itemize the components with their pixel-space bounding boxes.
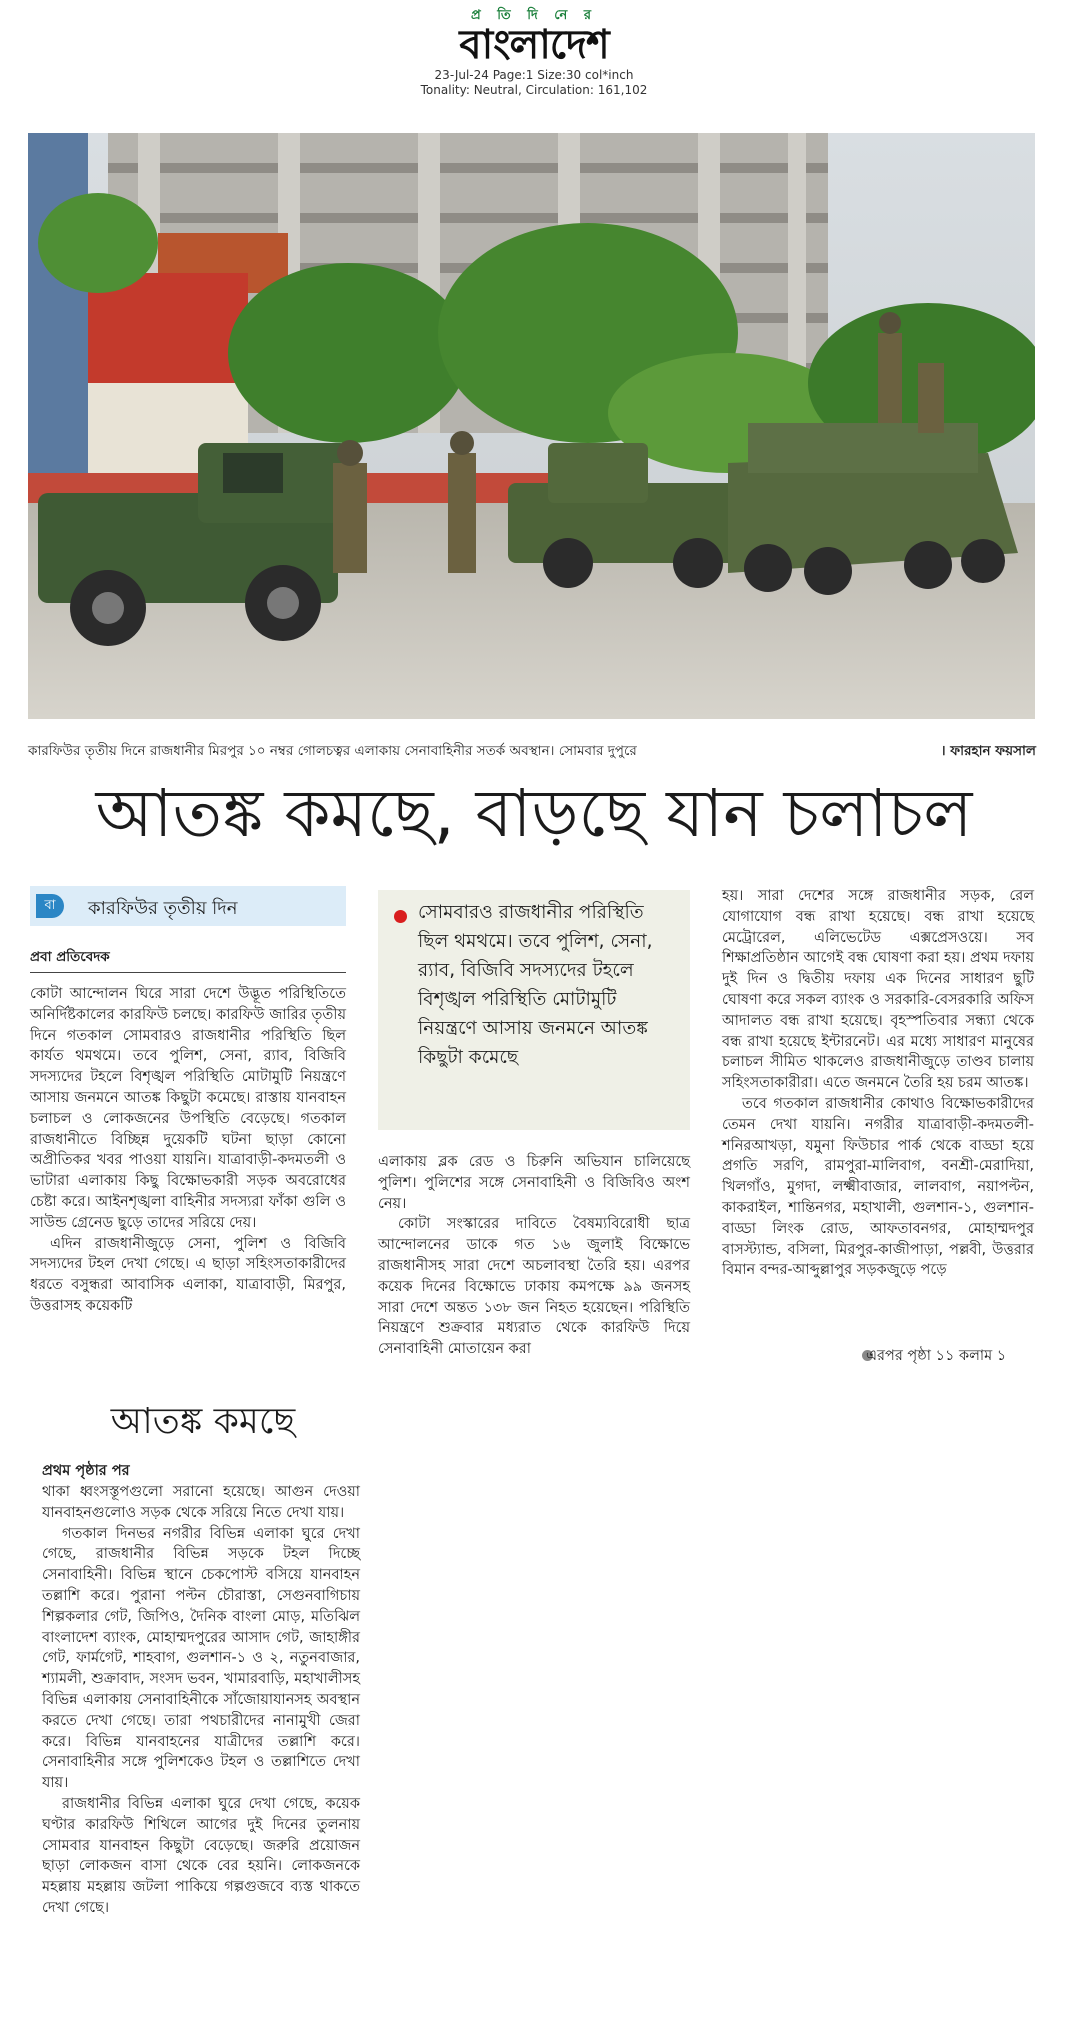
continuation-column [42,1482,360,1919]
byline-divider [30,972,346,973]
kicker-text: কারফিউর তৃতীয় দিন [88,898,238,919]
continued-on-label: এরপর পৃষ্ঠা ১১ কলাম ১ [866,1348,1007,1364]
army-patrol-photo-illustration [28,133,1035,719]
paragraph: কোটা সংস্কারের দাবিতে বৈষম্যবিরোধী ছাত্র আন্দোলনের ডাকে গত ১৬ জুলাই বিক্ষোভে রাজধানীসহ সারা দেশে অচলাবস্থা তৈরি হয়। এরপর কয়েক দিনের বিক্ষোভে ঢাকায় কমপক্ষে ৯৯ জনসহ সারা দেশে অন্তত ১৩৮ জন নিহত হয়েছেন। পরিস্থিতি নিয়ন্ত্রণে শুক্রবার মধ্যরাত থেকে কারফিউ দিয়ে সেনাবাহিনী মোতায়েন করা [378,1216,690,1358]
masthead-tagline: প্র তি দি নে র [470,8,597,23]
masthead [0,6,1068,98]
paragraph: তবে গতকাল রাজধানীর কোথাও বিক্ষোভকারীদের তেমন দেখা যায়নি। নগরীর যাত্রাবাড়ী-কদমতলী-শনিরআখড়া, যমুনা ফিউচার পার্ক থেকে বাড্ডা হয়ে প্রগতি সরণি, রামপুরা-মালিবাগ, বনশ্রী-মেরাদিয়া, খিলগাঁও, মুগদা, লক্ষ্মীবাজার, লালবাগ, নয়াপল্টন, কাকরাইল, শান্তিনগর, মহাখালী, গুলশান-১, গুলশান-বাড্ডা লিংক রোড, আফতাবনগর, মোহাম্মদপুর বাসস্ট্যান্ড, বসিলা, মিরপুর-কাজীপাড়া, পল্লবী, উত্তরার বিমান বন্দর-আব্দুল্লাপুর সড়কজুড়ে পড়ে [722,1095,1034,1279]
article-column-2 [378,1152,690,1360]
paragraph: থাকা ধ্বংসস্তূপগুলো সরানো হয়েছে। আগুন দেওয়া যানবাহনগুলোও সড়ক থেকে সরিয়ে নিতে দেখা যায়। [42,1484,360,1521]
photo-caption: কারফিউর তৃতীয় দিনে রাজধানীর মিরপুর ১০ নম্বর গোলচত্বর এলাকায় সেনাবাহিনীর সতর্ক অবস্থান। সোমবার দুপুরে [28,743,637,759]
paragraph: এলাকায় ব্লক রেড ও চিরুনি অভিযান চালিয়েছে পুলিশ। পুলিশের সঙ্গে সেনাবাহিনী ও বিজিবিও অংশ নেয়। [378,1154,690,1212]
paragraph: হয়। সারা দেশের সঙ্গে রাজধানীর সড়ক, রেল যোগাযোগ বন্ধ রাখা হয়েছে। বন্ধ রাখা হয়েছে মেট্রোরেল, এলিভেটেড এক্সপ্রেসওয়ে। সব শিক্ষাপ্রতিষ্ঠান আগেই বন্ধ ঘোষণা করা হয়। প্রথম দফায় দুই দিন ও দ্বিতীয় দফায় এক দিনের সাধারণ ছুটি ঘোষণা করে সকল ব্যাংক ও সরকারি-বেসরকারি অফিস আদালত বন্ধ রাখা হয়েছে। বৃহস্পতিবার সন্ধ্যা থেকে বন্ধ রাখা হয়েছে ইন্টারনেট। এর মধ্যে সাধারণ মানুষের চলাচল সীমিত থাকলেও রাজধানীজুড়ে তাণ্ডব চালায় সহিংসতাকারীরা। এতে জনমনে তৈরি হয় চরম আতঙ্ক। [722,888,1034,1092]
pull-quote-text: সোমবারও রাজধানীর পরিস্থিতি ছিল থমথমে। তবে পুলিশ, সেনা, র‍্যাব, বিজিবি সদস্যদের টহলে বিশৃঙ্খল পরিস্থিতি মোটামুটি নিয়ন্ত্রণে আসায় জনমনে আতঙ্ক কিছুটা কমেছে [418,902,653,1068]
byline: প্রবা প্রতিবেদক [30,949,110,965]
paragraph: রাজধানীর বিভিন্ন এলাকা ঘুরে দেখা গেছে, কয়েক ঘণ্টার কারফিউ শিথিলে আগের দুই দিনের তুলনায় সোমবার যানবাহন কিছুটা বেড়েছে। জরুরি প্রয়োজন ছাড়া লোকজন বাসা থেকে বের হয়নি। লোকজনকে মহল্লায় মহল্লায় জটলা পাকিয়ে গল্পগুজবে ব্যস্ত থাকতে দেখা গেছে। [42,1795,360,1916]
clipping-meta-circulation: Tonality: Neutral, Circulation: 161,102 [420,83,648,97]
paragraph: গতকাল দিনভর নগরীর বিভিন্ন এলাকা ঘুরে দেখা গেছে, রাজধানীর বিভিন্ন সড়কে টহল দিচ্ছে সেনাবাহিনী। বিভিন্ন স্থানে চেকপোস্ট বসিয়ে যানবাহন তল্লাশি করে। পুরানা পল্টন চৌরাস্তা, সেগুনবাগিচায় শিল্পকলার গেট, জিপিও, দৈনিক বাংলা মোড়, মতিঝিল বাংলাদেশ ব্যাংক, মোহাম্মদপুরের আসাদ গেট, জাহাঙ্গীর গেট, ফার্মগেট, শাহবাগ, গুলশান-১ ও ২, নতুনবাজার, শ্যামলী, শুক্রাবাদ, সংসদ ভবন, খামারবাড়ি, মহাখালীসহ বিভিন্ন এলাকায় সেনাবাহিনীকে সাঁজোয়াযানসহ অবস্থান করতে দেখা গেছে। তারা পথচারীদের নানামুখী জেরা করে। বিভিন্ন যানবাহনের যাত্রীদের তল্লাশি করে। সেনাবাহিনীর সঙ্গে পুলিশকেও টহল ও তল্লাশিতে দেখা যায়। [42,1525,360,1792]
paragraph: এদিন রাজধানীজুড়ে সেনা, পুলিশ ও বিজিবি সদস্যদের টহল দেখা গেছে। এ ছাড়া সহিংসতাকারীদের ধরতে বসুন্ধরা আবাসিক এলাকা, যাত্রাবাড়ী, মিরপুর, উত্তরাসহ কয়েকটি [30,1235,346,1314]
clipping-meta-date: 23-Jul-24 Page:1 Size:30 col*inch [434,68,634,82]
news-photo [28,133,1035,719]
paragraph: কোটা আন্দোলন ঘিরে সারা দেশে উদ্ভূত পরিস্থিতিতে অনির্দিষ্টকালের কারফিউ চলছে। কারফিউ জারির তৃতীয় দিনে গতকাল সোমবারও রাজধানীর পরিস্থিতি ছিল কার্যত থমথমে। তবে পুলিশ, সেনা, র‍্যাব, বিজিবি সদস্যদের টহলে বিশৃঙ্খল পরিস্থিতি মোটামুটি নিয়ন্ত্রণে আসায় জনমনে আতঙ্ক কিছুটা কমেছে। রাস্তায় যানবাহন চলাচল ও লোকজনের উপস্থিতি বেড়েছে। গতকাল রাজধানীতে বিচ্ছিন্ন দুয়েকটি ঘটনা ছাড়া কোনো অপ্রীতিকর খবর পাওয়া যায়নি। যাত্রাবাড়ী-কদমতলী ও ভাটারা এলাকায় কিছু বিক্ষোভকারী সড়ক অবরোধের চেষ্টা করে। আইনশৃঙ্খলা বাহিনীর সদস্যরা ফাঁকা গুলি ও সাউন্ড গ্রেনেড ছুড়ে তাদের সরিয়ে দেয়। [30,986,346,1231]
headline: আতঙ্ক কমছে, বাড়ছে যান চলাচল [95,775,973,852]
kicker-banner [30,886,346,926]
newspaper-logo: বাংলাদেশ [459,22,609,68]
article-column-1 [30,984,346,1317]
article-column-3 [722,886,1034,1281]
bullet-dot-icon [394,910,407,923]
photo-credit: । ফারহান ফয়সাল [940,743,1036,759]
continuation-headline: আতঙ্ক কমছে [110,1401,296,1442]
kicker-badge: বা [36,894,64,918]
continuation-label: প্রথম পৃষ্ঠার পর [42,1463,130,1479]
pull-quote [378,890,690,1130]
